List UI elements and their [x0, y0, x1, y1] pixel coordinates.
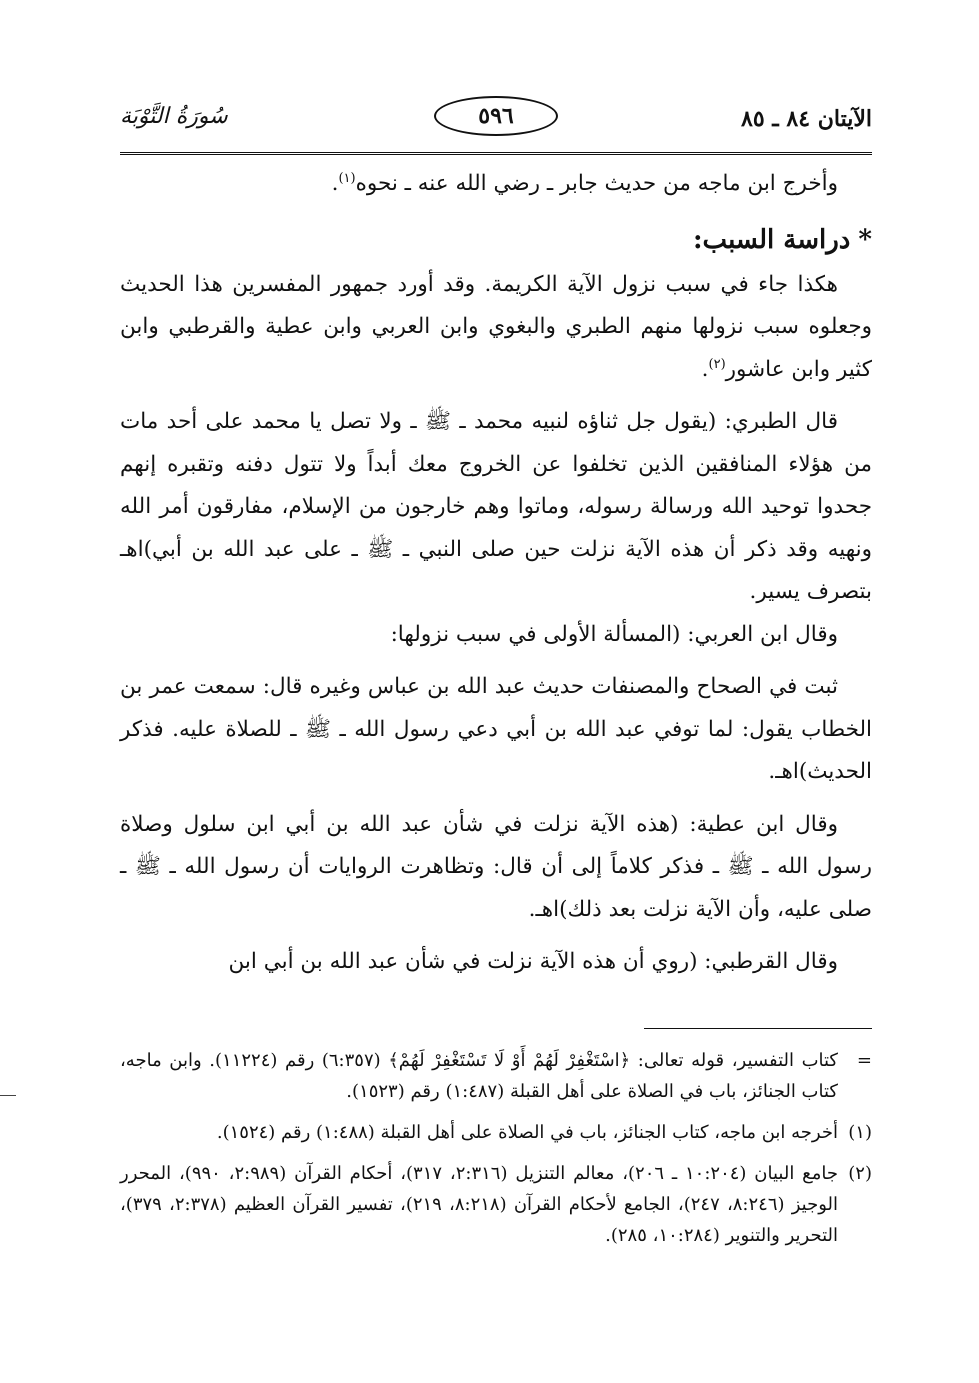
footnote-rule [644, 1028, 872, 1029]
section-heading [120, 220, 872, 260]
paragraph-tabari: قال الطبري: (يقول جل ثناؤه لنبيه محمد ـ ﷺ ـ ولا تصل يا محمد على أحد مات من هؤلاء المنافقين الذين تخلفوا عن الخروج معك أبداً ولا تتول دفنه وتقبره إنهم جحدوا توحيد الله ورسالة رسوله، وماتوا وهم خارجون من الإسلام، مفارقون أمر الله ونهيه وقد ذكر أن هذه الآية نزلت حين صلى النبي ـ ﷺ ـ على عبد الله بن أبي)اهـ بتصرف يسير. [120, 409, 872, 604]
footnote-text: كتاب التفسير، قوله تعالى: ﴿اسْتَغْفِرْ لَهُمْ أَوْ لَا تَسْتَغْفِرْ لَهُمْ﴾ (٦:٣٥٧) رقم (١١٢٢٤). وابن ماجه، كتاب الجنائز، باب في الصلاة على أهل القبلة (١:٤٨٧) رقم (١٥٢٣). [120, 1049, 838, 1102]
footnote-text: جامع البيان (١٠:٢٠٤ ـ ٢٠٦)، معالم التنزيل (٢:٣١٦، ٣١٧)، أحكام القرآن (٢:٩٨٩، ٩٩٠)، المحرر الوجيز (٨:٢٤٦، ٢٤٧)، الجامع لأحكام القرآن (٨:٢١٨، ٢١٩)، تفسير القرآن العظيم (٢:٣٧٨، ٣٧٩)، التحرير والتنوير (١٠:٢٨٤، ٢٨٥). [120, 1162, 839, 1246]
paragraph-sahih: ثبت في الصحاح والمصنفات حديث عبد الله بن عباس وغيره قال: سمعت عمر بن الخطاب يقول: لما توفي عبد الله بن أبي دعي رسول الله ـ ﷺ ـ للصلاة عليه. فذكر الحديث)اهـ. [120, 674, 872, 784]
paragraph-1: هكذا جاء في سبب نزول الآية الكريمة. وقد أورد جمهور المفسرين هذا الحديث وجعلوه سبب نزولها منهم الطبري والبغوي وابن العربي وابن عطية والقرطبي وابن كثير وابن عاشور$^{(٢)}$. [120, 271, 872, 382]
footnote-text: أخرجه ابن ماجه، كتاب الجنائز، باب في الصلاة على أهل القبلة (١:٤٨٨) رقم (١٥٢٤). [216, 1121, 838, 1143]
page [120, 88, 872, 1261]
footnote-continued [120, 1045, 872, 1107]
paragraph-qurtubi: وقال القرطبي: (روي أن هذه الآية نزلت في شأن عبد الله بن أبي ابن [228, 949, 838, 974]
footnote-mark: (١) [848, 1121, 872, 1143]
main-text [120, 163, 872, 984]
footnote-ref-2: (٢) [708, 356, 726, 372]
scan-mark [0, 1095, 16, 1096]
surah-title: سُورَةُ التَّوْبَة [120, 104, 228, 129]
section-title: دراسة السبب: [692, 224, 851, 255]
intro-paragraph: وأخرج ابن ماجه من حديث جابر ـ رضي الله عنه ـ نحوه$^{(١)}$. [331, 170, 838, 196]
paragraph-ibn-atiyya: وقال ابن عطية: (هذه الآية نزلت في شأن عبد الله بن أبي ابن سلول وصلاة رسول الله ـ ﷺ ـ فذكر كلاماً إلى أن قال: وتظاهرت الروايات أن رسول الله ـ ﷺ ـ صلى عليه، وأن الآية نزلت بعد ذلك)اهـ. [120, 811, 872, 922]
verse-range: الآيتان ٨٤ ـ ٨٥ [741, 106, 872, 132]
page-header [120, 88, 872, 146]
footnote-mark: (٢) [848, 1162, 872, 1184]
page-number: ٥٩٦ [434, 96, 558, 136]
footnote-mark: = [856, 1049, 872, 1071]
header-rule [120, 152, 872, 155]
footnotes [120, 1045, 872, 1251]
paragraph-ibn-arabi: وقال ابن العربي: (المسألة الأولى في سبب نزولها: [390, 621, 838, 647]
star-icon: * [858, 224, 872, 255]
footnote-ref-1: (١) [338, 170, 356, 186]
footnote-1 [120, 1117, 872, 1148]
footnote-2 [120, 1158, 872, 1251]
